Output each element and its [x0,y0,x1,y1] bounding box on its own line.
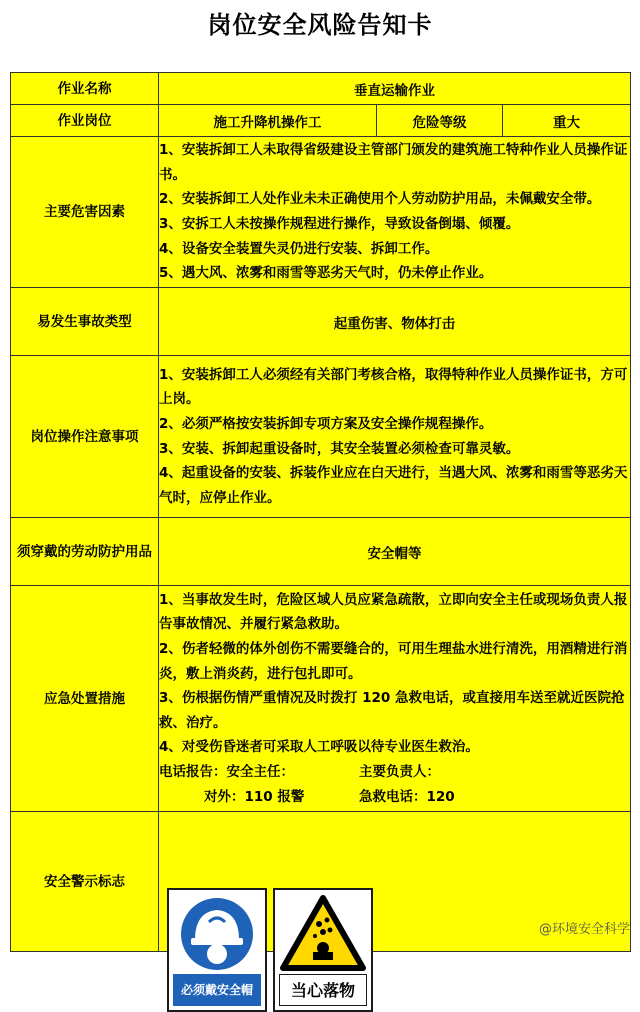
job-name-value: 垂直运输作业 [159,73,631,105]
job-name-label: 作业名称 [11,73,159,105]
hazard-item: 5、遇大风、浓雾和雨雪等恶劣天气时，仍未停止作业。 [159,265,493,282]
precaution-item: 2、必须严格按安装拆卸专项方案及安全操作规程操作。 [159,415,493,432]
emergency-item: 2、伤者轻微的体外创伤不需要缝合的，可用生理盐水进行清洗，用酒精进行消炎，敷上消炎药，进行包扎即可。 [159,641,628,682]
helmet-sign [167,888,267,1012]
first-aid-number: 急救电话：120 [359,788,455,805]
precaution-item: 4、起重设备的安装、拆装作业应在白天进行，当遇大风、浓雾和雨雪等恶劣天气时，应停止作业。 [159,465,628,506]
ppe-label: 须穿戴的劳动防护用品 [11,518,159,586]
watermark-text: @环境安全科学 [538,922,630,937]
hazards-label: 主要危害因素 [11,137,159,288]
emergency-list [159,586,631,812]
falling-object-sign-caption: 当心落物 [279,974,367,1006]
precaution-item: 1、安装拆卸工人必须经有关部门考核合格，取得特种作业人员操作证书，方可上岗。 [159,366,628,408]
hazards-list [159,137,631,288]
risk-card-table [10,72,631,1000]
position-value: 施工升降机操作工 [159,105,377,137]
accident-type-value: 起重伤害、物体打击 [159,288,631,356]
row-position [11,105,631,137]
row-emergency [11,586,631,812]
helmet-icon [169,890,265,974]
helmet-sign-caption: 必须戴安全帽 [173,974,261,1006]
hazard-item: 1、安装拆卸工人未取得省级建设主管部门颁发的建筑施工特种作业人员操作证书。 [159,142,628,183]
accident-type-label: 易发生事故类型 [11,288,159,356]
page-title: 岗位安全风险告知卡 [207,11,433,39]
position-label: 作业岗位 [11,105,159,137]
row-hazards [11,137,631,288]
falling-object-icon [275,890,371,974]
hazard-item: 4、设备安全装置失灵仍进行安装、拆卸工作。 [159,240,439,257]
row-ppe [11,518,631,586]
risk-level-label: 危险等级 [377,105,503,137]
hazard-item: 2、安装拆卸工人处作业未未正确使用个人劳动防护用品，未佩戴安全带。 [159,191,601,208]
emergency-label: 应急处置措施 [11,586,159,812]
contact-line-2 [159,785,630,810]
precaution-item: 3、安装、拆卸起重设备时，其安全装置必须检查可靠灵敏。 [159,440,520,457]
contact-line-1 [159,760,630,785]
risk-level-value: 重大 [503,105,631,137]
row-accident-type [11,288,631,356]
main-person-label: 主要负责人： [359,763,440,780]
hazard-item: 3、安拆工人未按操作规程进行操作，导致设备倒塌、倾覆。 [159,216,520,232]
warning-signs-label: 安全警示标志 [11,812,159,952]
phone-report-label: 电话报告：安全主任： [159,763,294,780]
row-precautions [11,356,631,518]
precautions-label: 岗位操作注意事项 [11,356,159,518]
row-warning-signs [11,812,631,952]
emergency-item: 4、对受伤昏迷者可采取人工呼吸以待专业医生救治。 [159,739,479,756]
external-number: 对外：110 报警 [204,788,305,805]
precautions-list [159,356,631,518]
emergency-item: 3、伤根据伤情严重情况及时拨打 120 急救电话，或直接用车送至就近医院抢救、治疗。 [159,690,625,731]
watermark [539,918,630,937]
emergency-item: 1、当事故发生时，危险区域人员应紧急疏散，立即向安全主任或现场负责人报告事故情况、并履行紧急救助。 [159,591,628,633]
row-job-name [11,73,631,105]
ppe-value: 安全帽等 [159,518,631,586]
falling-object-sign [273,888,373,1012]
